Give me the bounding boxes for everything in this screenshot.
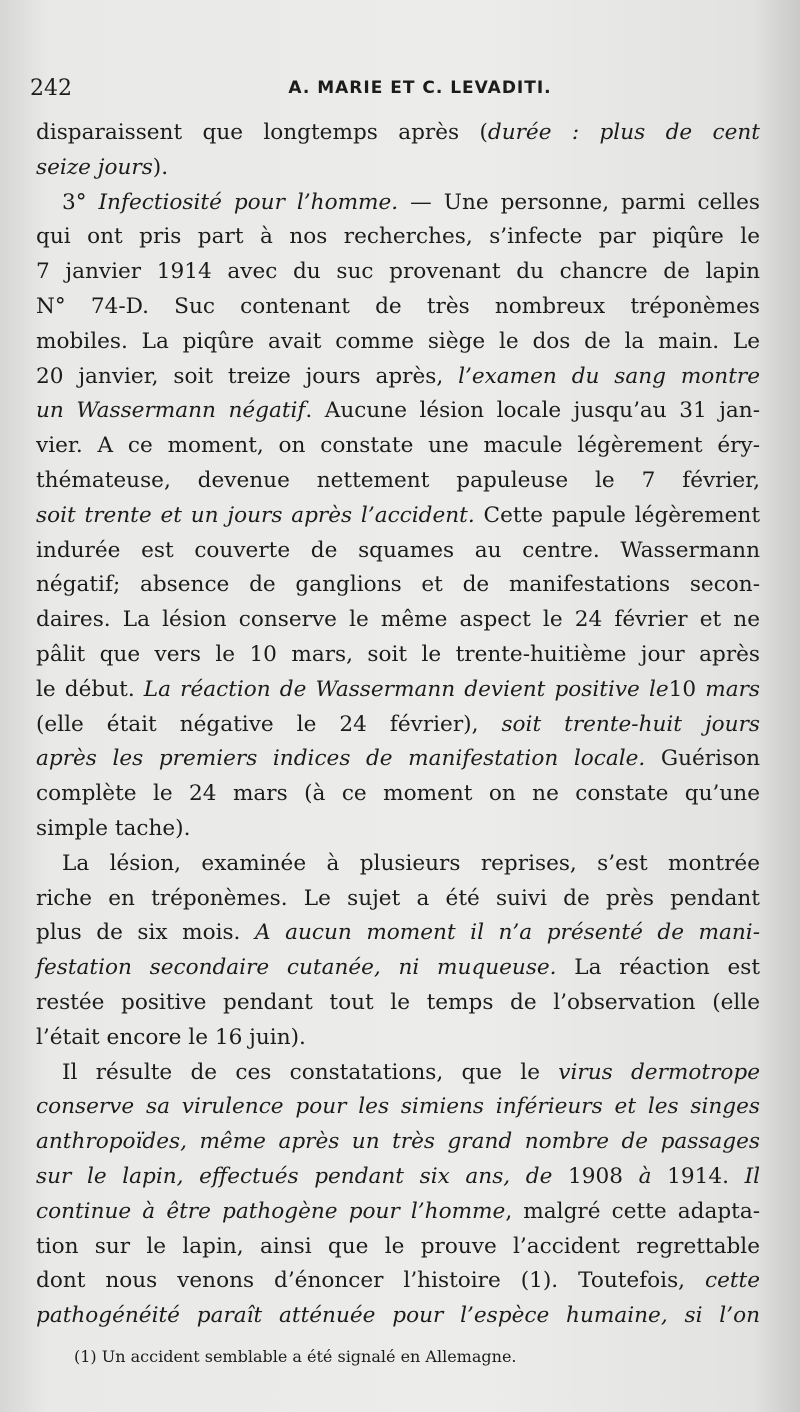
text-run: négatif; absence de ganglions et de manifestations secon- [36,572,760,598]
text-run: 7 janvier 1914 avec du suc provenant du chancre de lapin [36,259,760,285]
text-line [36,186,760,221]
italic-text: virus dermotrope [558,1059,760,1085]
text-line [36,951,760,986]
text-run: thémateuse, devenue nettement papuleuse le 7 février, [36,467,760,493]
text-run: disparaissent que longtemps après ( [36,120,488,145]
italic-text: continue à être pathogène pour l’homme [36,1198,506,1224]
text-run: , malgré cette adapta- [505,1198,761,1224]
text-run: 1908 [568,1163,639,1189]
italic-text: un Wassermann négatif [36,398,306,424]
text-run: simple tache). [36,815,191,841]
text-line [36,394,760,429]
text-line [36,325,760,360]
text-line [36,708,760,743]
italic-text: mars [705,676,761,702]
text-line [36,534,760,569]
text-line [36,499,760,534]
text-run: La lésion, examinée à plusieurs reprises, s’est montrée [62,850,760,876]
text-run: qui ont pris part à nos recherches, s’infecte par piqûre le [36,224,760,250]
text-line [36,1125,760,1160]
text-run: pâlit que vers le 10 mars, soit le trente-huitième jour après [36,641,760,667]
italic-text: conserve sa virulence pour les simiens inférieurs et les singes [36,1094,760,1120]
italic-text: A aucun moment il n’a présenté de mani- [254,920,760,946]
text-run: mobiles. La piqûre avait comme siège le dos de la main. Le [36,328,760,354]
text-run: dont nous venons d’énoncer l’histoire (1). Toutefois, [36,1268,705,1294]
italic-text: cette [704,1268,760,1294]
text-run: Il résulte de ces constatations, que le [62,1059,559,1085]
text-line [36,568,760,603]
text-run: plus de six mois. [36,920,255,946]
running-head: A. MARIE ET C. LEVADITI. [288,78,552,98]
text-line [36,1195,760,1230]
italic-text: Il [744,1163,761,1189]
text-line [36,916,760,951]
text-line [36,1299,760,1334]
italic-text: l’examen du sang montre [458,363,760,389]
text-run: 10 [668,676,706,702]
text-run: daires. La lésion conserve le même aspect le 24 février et ne [36,607,760,633]
text-line [36,777,760,812]
text-line [36,986,760,1021]
text-run: . Aucune lésion locale jusqu’au 31 jan- [305,398,760,424]
text-run: vier. A ce moment, on constate une macule légèrement éry- [36,433,760,459]
text-run: riche en tréponèmes. Le sujet a été suivi de près pendant [36,885,760,911]
text-run: ). [152,154,169,180]
italic-text: après les premiers indices de manifestation locale. [36,746,646,772]
text-line [36,1056,760,1091]
page-number: 242 [30,76,72,101]
text-line [36,673,760,708]
text-run: 20 janvier, soit treize jours après, [36,363,459,389]
text-line [36,1090,760,1125]
text-line [36,812,760,847]
text-run: Cette papule légèrement [474,502,760,528]
text-run: (elle était négative le 24 février), [36,711,502,737]
text-line [36,1230,760,1265]
text-line [36,1021,760,1056]
text-run: Guérison [645,746,760,772]
italic-text: anthropoïdes, même après un très grand nombre de passages [36,1129,760,1155]
italic-text: soit trente-huit jours [501,711,760,737]
text-line [36,882,760,917]
text-run: complète le 24 mars (à ce moment on ne constate qu’une [36,781,760,807]
footnote: (1) Un accident semblable a été signalé en Allemagne. [74,1347,517,1366]
text-line [36,603,760,638]
text-line [36,255,760,290]
text-line [36,116,760,151]
body-text [36,116,760,1334]
text-run: — Une personne, parmi celles [398,189,760,215]
italic-text: pathogénéité paraît atténuée pour l’espèce humaine, si l’on [36,1303,760,1329]
text-line [36,638,760,673]
text-run: l’était encore le 16 juin). [36,1024,306,1050]
text-run: tion sur le lapin, ainsi que le prouve l’accident regrettable [36,1233,760,1259]
italic-text: seize jours [36,154,153,180]
text-run: 1914. [651,1163,745,1189]
italic-text: sur le lapin, effectués pendant six ans, de [36,1163,569,1189]
text-line [36,847,760,882]
text-run: le début. [36,676,144,702]
page-header [30,76,770,106]
text-line [36,1160,760,1195]
text-line [36,464,760,499]
text-run: N° 74-D. Suc contenant de très nombreux tréponèmes [36,293,760,319]
text-line [36,220,760,255]
text-line [36,429,760,464]
text-line [36,1264,760,1299]
text-run: La réaction est [556,955,761,981]
text-line [36,151,760,186]
italic-text: à [638,1163,652,1189]
text-line [36,742,760,777]
text-run: restée positive pendant tout le temps de l’observation (elle [36,989,760,1015]
italic-text: Infectiosité pour l’homme. [98,189,399,215]
italic-text: La réaction de Wassermann devient positive le [143,676,669,702]
text-line [36,360,760,395]
text-run: 3° [62,189,99,215]
italic-text: durée : plus de cent [487,120,760,145]
italic-text: festation secondaire cutanée, ni muqueuse. [36,955,557,981]
text-line [36,290,760,325]
text-run: indurée est couverte de squames au centre. Wassermann [36,537,760,563]
italic-text: soit trente et un jours après l’accident. [36,502,475,528]
